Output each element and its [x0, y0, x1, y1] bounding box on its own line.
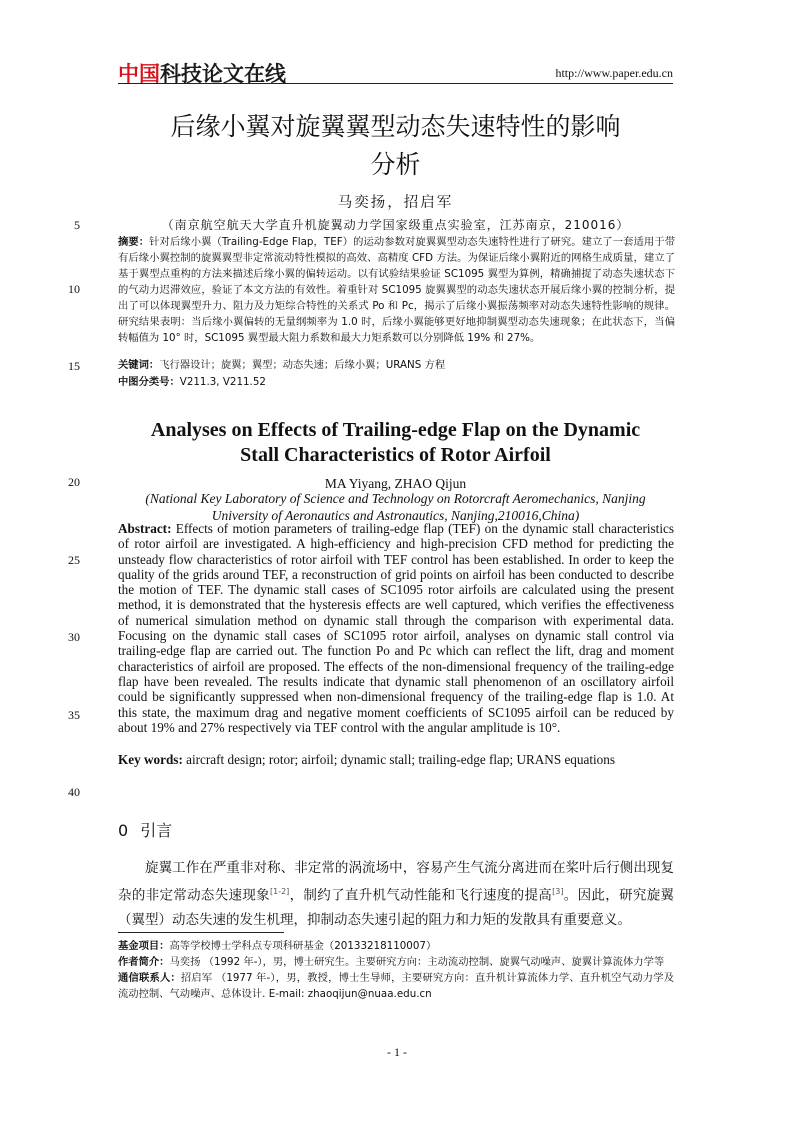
chinese-authors: 马奕扬，招启军	[337, 195, 454, 211]
intro-text-part1: 旋翼工作在严重非对称、非定常的涡流场中，容易产生气流分离进而在桨叶后行侧出现复杂的非定常动态失速现象	[118, 860, 674, 904]
line-number: 5	[74, 218, 80, 232]
chinese-title	[118, 108, 673, 184]
contact-text: 招启军 （1977 年-），男，教授，博士生导师，主要研究方向：直升机计算流体力学、直升机空气动力学及流动控制、气动噪声、总体设计. E-mail: zhaoqijun@nuaa.edu.cn	[118, 972, 674, 1000]
footnote-funding	[118, 938, 674, 954]
chinese-abstract-text: 针对后缘小翼（Trailing-Edge Flap，TEF）的运动参数对旋翼翼型动态失速特性进行了研究。建立了一套适用于带有后缘小翼控制的旋翼翼型非定常流动特性模拟的高效、高精度 CFD 方法。为保证后缘小翼附近的网格生成质量，建立了基于翼型点重构的方法来描述后缘小翼的偏转运动。以有试验结果验证 SC1095 翼型为算例，精确捕捉了动态失速状态下的气动力迟滞效应，验证了本文方法的有效性。着重针对 SC1095 旋翼翼型的动态失速状态开展后缘小翼的控制分析，提出了可以体现翼型升力、阻力及力矩综合特性的关系式 Po 和 Pc，揭示了后缘小翼振荡频率对动态失速特性影响的规律。研究结果表明：当后缘小翼偏转的无量纲频率为 1.0 时，后缘小翼能够更好地抑制翼型动态失速现象；在此状态下，当偏转幅值为 10° 时，SC1095 翼型最大阻力系数和最大力矩系数可以分别降低 19% 和 27%。	[118, 236, 676, 344]
funding-label: 基金项目：	[118, 940, 170, 952]
classification-text: V211.3, V211.52	[179, 376, 266, 388]
classification-label: 中图分类号：	[118, 376, 180, 388]
line-number: 25	[68, 553, 80, 567]
english-abstract-text: Effects of motion parameters of trailing-edge flap (TEF) on the dynamic stall characteristics of rotor airfoil are investigated. A high-efficiency and high-precision CFD method for predicting the unsteady flow characteristics of rotor airfoil with TEF control has been established. In order to keep the quality of the grids around TEF, a reconstruction of grid points on airfoil has been conducted to describe the motion of TEF. The dynamic stall cases of SC1095 rotor airfoils are calculated using the present method, it is demonstrated that the hysteresis effects are well captured, which verifies the effectiveness of numerical simulation method on dynamic stall through the comparison with experimental data. Focusing on the dynamic stall cases of SC1095 rotor airfoil, analyses on dynamic stall control via trailing-edge flap are carried out. The function Po and Pc which can reflect the lift, drag and moment characteristics of airfoil are proposed. The effects of the non-dimensional frequency of the trailing-edge flap have been revealed. The results indicate that dynamic stall phenomenon of an oscillatory airfoil could be significantly suppressed when non-dimensional frequency of the trailing-edge flap is 1.0. At this state, the maximum drag and negative moment coefficients of SC1095 airfoil can be reduced by about 19% and 27% respectively via TEF control with the angular amplitude is 10°.	[118, 521, 674, 735]
line-number: 10	[68, 282, 80, 296]
chinese-keywords	[118, 357, 675, 373]
footnote-author	[118, 954, 674, 970]
citation-ref[interactable]: [3]	[552, 887, 564, 896]
english-affiliation-line2: University of Aeronautics and Astronautics, Nanjing,210016,China)	[211, 508, 580, 523]
line-number: 15	[68, 359, 80, 373]
english-authors: MA Yiyang, ZHAO Qijun	[324, 476, 467, 491]
line-number: 35	[68, 708, 80, 722]
logo-red-text: 中国	[118, 62, 160, 86]
citation-ref[interactable]: [1-2]	[269, 887, 290, 896]
chinese-title-line2: 分析	[370, 150, 421, 179]
english-keywords-text: aircraft design; rotor; airfoil; dynamic stall; trailing-edge flap; URANS equations	[186, 752, 615, 767]
header-divider	[118, 83, 673, 84]
site-url[interactable]: http://www.paper.edu.cn	[555, 66, 673, 80]
author-info-label: 作者简介：	[118, 956, 170, 968]
funding-text: 高等学校博士学科点专项科研基金（20133218110007）	[169, 940, 437, 952]
english-keywords	[118, 752, 674, 768]
intro-text-part2: ，制约了直升机气动性能和飞行速度的提高	[289, 887, 553, 904]
chinese-abstract	[118, 234, 675, 346]
english-affiliation	[118, 490, 673, 524]
page-number: - 1 -	[387, 1045, 407, 1059]
english-title-line2: Stall Characteristics of Rotor Airfoil	[240, 444, 551, 466]
chinese-keywords-label: 关键词：	[118, 359, 160, 371]
section-number: 0	[118, 821, 129, 840]
chinese-abstract-label: 摘要：	[118, 236, 150, 248]
line-number: 40	[68, 785, 80, 799]
line-number: 30	[68, 630, 80, 644]
english-keywords-label: Key words:	[118, 752, 183, 767]
intro-paragraph	[118, 856, 674, 932]
footnote-divider	[118, 932, 284, 933]
chinese-classification	[118, 374, 675, 390]
footnote-contact	[118, 970, 674, 1002]
logo-black-text: 科技论文在线	[160, 62, 286, 86]
line-number: 20	[68, 475, 80, 489]
intro-text-part3: 。因此，研究旋翼（翼型）动态失速的发生机理，抑制动态失速引起的阻力和力矩的发散具有重要意义。	[118, 887, 675, 928]
chinese-title-line1: 后缘小翼对旋翼翼型动态失速特性的影响	[170, 112, 621, 141]
footnotes	[118, 938, 674, 1002]
contact-label: 通信联系人：	[118, 972, 181, 984]
section-heading	[118, 818, 172, 841]
chinese-affiliation: （南京航空航天大学直升机旋翼动力学国家级重点实验室，江苏南京，210016）	[161, 218, 630, 232]
english-title-line1: Analyses on Effects of Trailing-edge Flap on the Dynamic	[150, 419, 641, 441]
chinese-keywords-text: 飞行器设计；旋翼；翼型；动态失速；后缘小翼；URANS 方程	[159, 359, 446, 371]
author-info-text: 马奕扬 （1992 年-），男，博士研究生。主要研究方向：主动流动控制、旋翼气动噪声、旋翼计算流体力学等	[169, 956, 665, 968]
english-affiliation-line1: (National Key Laboratory of Science and Technology on Rotorcraft Aeromechanics, Nanjing	[145, 491, 646, 506]
english-abstract	[118, 521, 674, 735]
english-abstract-label: Abstract:	[118, 521, 172, 536]
section-title: 引言	[140, 821, 173, 840]
english-title	[118, 418, 673, 468]
